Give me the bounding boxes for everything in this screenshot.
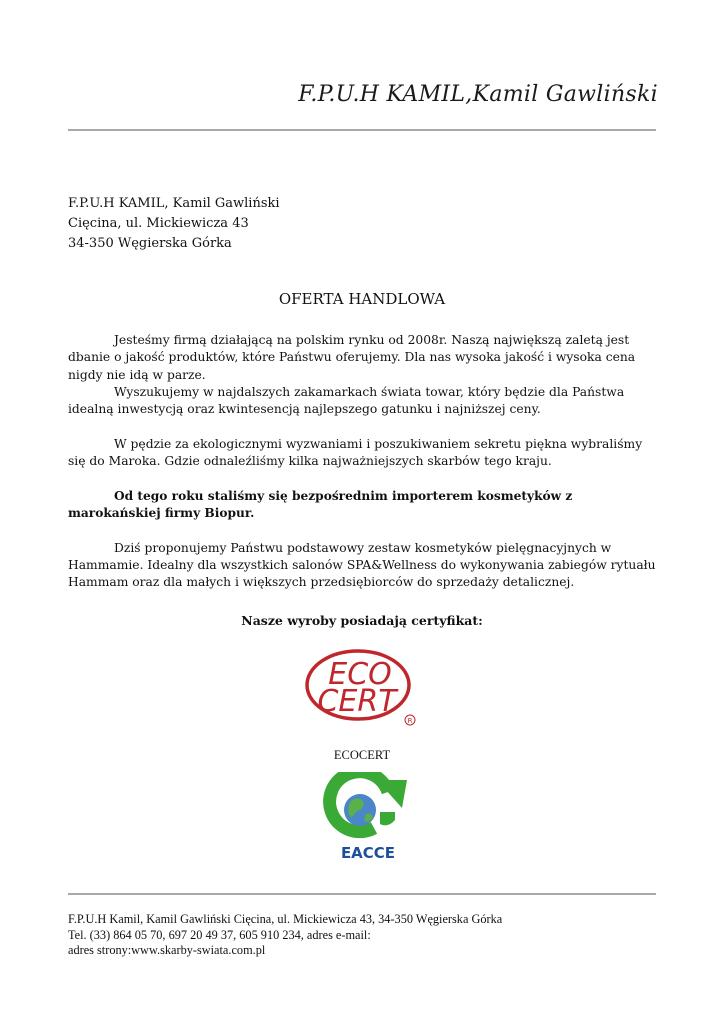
footer-contact bbox=[68, 912, 502, 959]
ecocert-caption: ECOCERT bbox=[333, 748, 391, 762]
eacce-logo bbox=[322, 772, 414, 864]
paragraph-importer: Od tego roku staliśmy się bezpośrednim importerem kosmetyków z marokańskiej firmy Biopur. bbox=[68, 488, 573, 520]
registered-mark: R bbox=[407, 717, 413, 725]
footer-divider bbox=[68, 893, 656, 895]
document-title: OFERTA HANDLOWA bbox=[278, 290, 446, 308]
ecocert-logo-eco-text: ECO bbox=[328, 657, 392, 692]
letterhead-title: F.P.U.H KAMIL,Kamil Gawliński bbox=[298, 82, 658, 107]
address-line-street: Cięcina, ul. Mickiewicza 43 bbox=[68, 216, 249, 231]
address-line-company: F.P.U.H KAMIL, Kamil Gawliński bbox=[68, 196, 280, 211]
paragraph-morocco: W pędzie za ekologicznymi wyzwaniami i poszukiwaniem sekretu piękna wybraliśmy się do Maroka. Gdzie odnaleźliśmy kilka najważniejszych skarbów tego kraju. bbox=[68, 436, 643, 469]
document-body bbox=[68, 332, 656, 591]
ecocert-logo-cert-text: CERT bbox=[317, 684, 397, 719]
ecocert-logo bbox=[303, 648, 421, 728]
paragraph-sourcing: Wyszukujemy w najdalszych zakamarkach świata towar, który będzie dla Państwa idealną inwestycją oraz kwintesencją najlepszego gatunku i najniższej ceny. bbox=[68, 384, 625, 417]
footer-line-address: F.P.U.H Kamil, Kamil Gawliński Cięcina, ul. Mickiewicza 43, 34-350 Węgierska Górka bbox=[68, 912, 503, 926]
paragraph-offer: Dziś proponujemy Państwu podstawowy zestaw kosmetyków pielęgnacyjnych w Hammamie. Idealny dla wszystkich salonów SPA&Wellness do wykonywania zabiegów rytuału Hammam oraz dla małych i większych przedsiębiorców do sprzedaży detalicznej. bbox=[68, 540, 656, 590]
certificates-heading: Nasze wyroby posiadają certyfikat: bbox=[241, 613, 483, 628]
address-line-postal: 34-350 Węgierska Górka bbox=[68, 236, 232, 251]
header-divider bbox=[68, 129, 656, 131]
paragraph-intro: Jesteśmy firmą działającą na polskim rynku od 2008r. Naszą największą zaletą jest dbanie o jakość produktów, które Państwu oferujemy. Dla nas wysoka jakość i wysoka cena nigdy nie idą w parze. bbox=[68, 333, 636, 382]
footer-line-phone: Tel. (33) 864 05 70, 697 20 49 37, 605 910 234, adres e-mail: bbox=[68, 927, 371, 942]
footer-line-website: adres strony:www.skarby-swiata.com.pl bbox=[68, 943, 266, 957]
eacce-logo-text: EACCE bbox=[340, 844, 396, 862]
sender-address bbox=[68, 194, 280, 254]
